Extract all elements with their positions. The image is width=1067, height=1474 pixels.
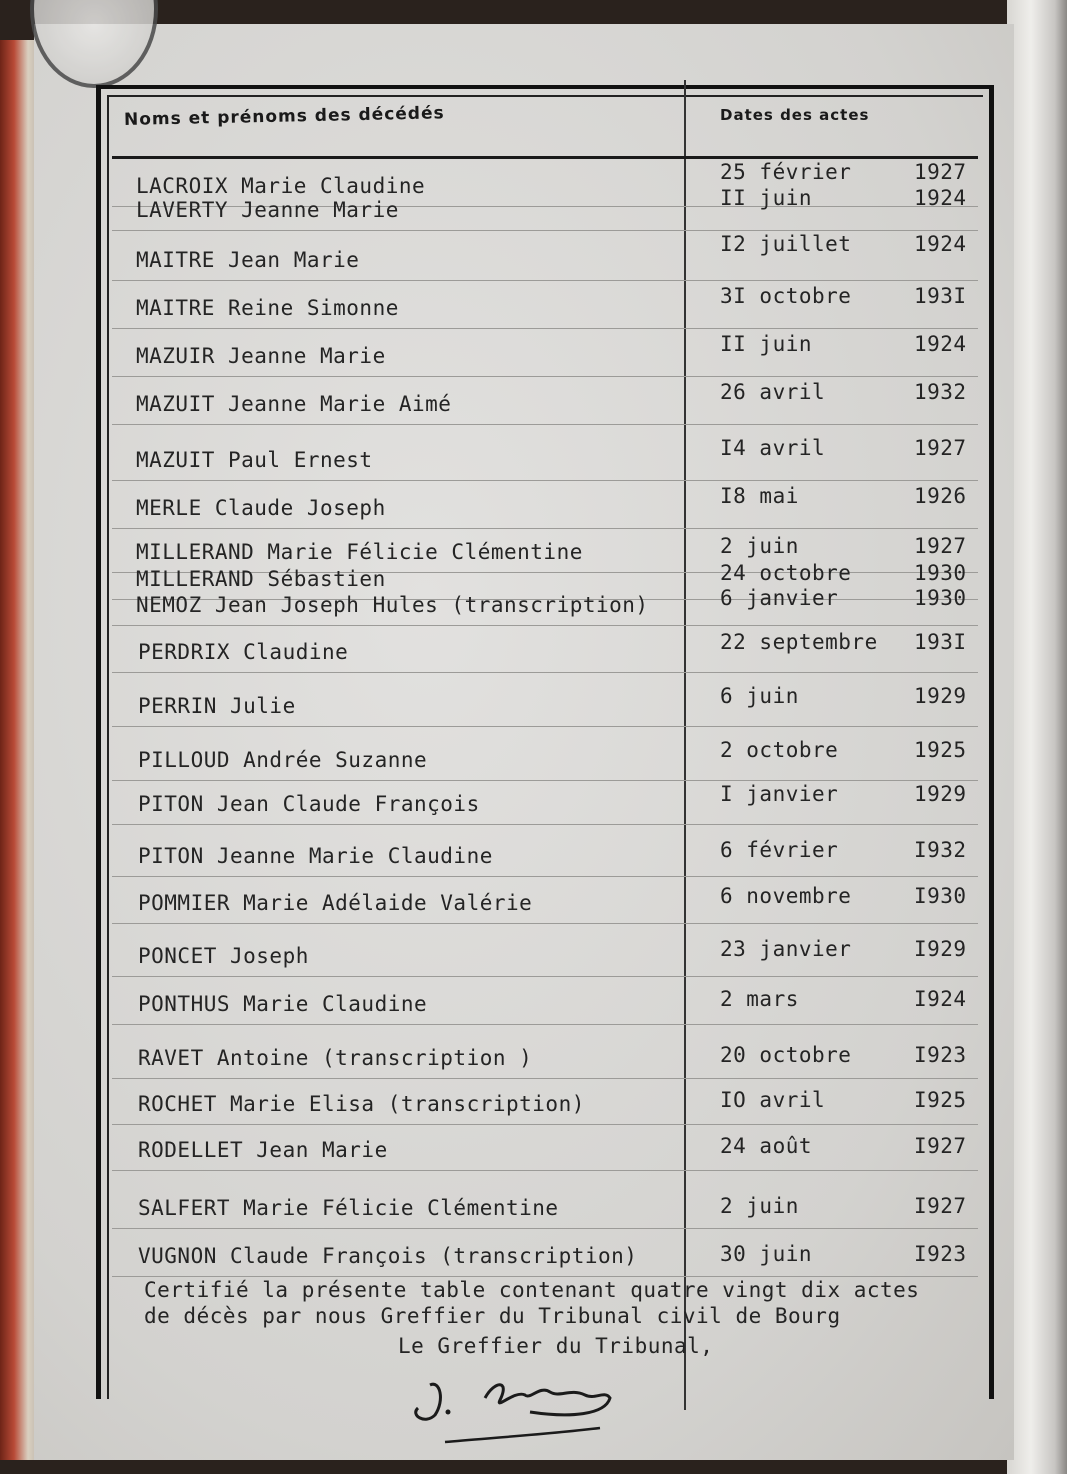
act-day-month: IO avril: [720, 1088, 826, 1112]
row-separator: [112, 230, 978, 231]
row-separator: [112, 480, 978, 481]
deceased-name: POMMIER Marie Adélaide Valérie: [138, 891, 533, 915]
deceased-name: MAZUIR Jeanne Marie: [136, 344, 386, 368]
act-year: 1924: [914, 186, 967, 210]
act-year: I927: [914, 1134, 967, 1158]
deceased-name: MILLERAND Marie Félicie Clémentine: [136, 540, 583, 564]
row-separator: [112, 976, 978, 977]
dates-column-header: Dates des actes: [720, 106, 870, 124]
deceased-name: PONTHUS Marie Claudine: [138, 992, 428, 1016]
act-year: I927: [914, 1194, 967, 1218]
deceased-name: LACROIX Marie Claudine: [136, 174, 426, 198]
header-rule: [112, 156, 978, 159]
act-year: I932: [914, 838, 967, 862]
act-year: 1925: [914, 738, 967, 762]
deceased-name: RAVET Antoine (transcription ): [138, 1046, 533, 1070]
act-day-month: 20 octobre: [720, 1043, 852, 1067]
deceased-name: MERLE Claude Joseph: [136, 496, 386, 520]
act-day-month: 6 novembre: [720, 884, 852, 908]
act-year: 1926: [914, 484, 967, 508]
act-day-month: 22 septembre: [720, 630, 878, 654]
act-year: 1930: [914, 586, 967, 610]
row-separator: [112, 1228, 978, 1229]
row-separator: [112, 280, 978, 281]
act-day-month: 3I octobre: [720, 284, 852, 308]
act-day-month: 23 janvier: [720, 937, 852, 961]
act-day-month: 2 octobre: [720, 738, 839, 762]
act-day-month: 25 février: [720, 160, 852, 184]
deceased-name: PITON Jean Claude François: [138, 792, 480, 816]
row-separator: [112, 1124, 978, 1125]
row-separator: [112, 1024, 978, 1025]
row-separator: [112, 424, 978, 425]
row-separator: [112, 328, 978, 329]
deceased-name: ROCHET Marie Elisa (transcription): [138, 1092, 585, 1116]
act-day-month: I4 avril: [720, 436, 826, 460]
deceased-name: MAITRE Jean Marie: [136, 248, 360, 272]
names-column-header: Noms et prénoms des décédés: [123, 103, 445, 130]
deceased-name: PILLOUD Andrée Suzanne: [138, 748, 428, 772]
row-separator: [112, 1078, 978, 1079]
deceased-name: PITON Jeanne Marie Claudine: [138, 844, 493, 868]
greffier-signature: [400, 1360, 620, 1450]
act-year: I930: [914, 884, 967, 908]
row-separator: [112, 625, 978, 626]
deceased-name: PERDRIX Claudine: [138, 640, 349, 664]
row-separator: [112, 726, 978, 727]
act-year: 1927: [914, 534, 967, 558]
row-separator: [112, 824, 978, 825]
page-stack-edge: [1007, 0, 1067, 1474]
act-year: I925: [914, 1088, 967, 1112]
act-year: I923: [914, 1043, 967, 1067]
deceased-name: MAITRE Reine Simonne: [136, 296, 399, 320]
row-separator: [112, 528, 978, 529]
act-year: I929: [914, 937, 967, 961]
act-day-month: 6 janvier: [720, 586, 839, 610]
act-day-month: I2 juillet: [720, 232, 852, 256]
deceased-name: SALFERT Marie Félicie Clémentine: [138, 1196, 559, 1220]
act-year: 1930: [914, 561, 967, 585]
act-day-month: I janvier: [720, 782, 839, 806]
act-day-month: I8 mai: [720, 484, 799, 508]
certification-line-2: de décès par nous Greffier du Tribunal civil de Bourg: [144, 1304, 841, 1328]
row-separator: [112, 876, 978, 877]
act-day-month: 2 juin: [720, 534, 799, 558]
act-year: 1924: [914, 332, 967, 356]
row-separator: [112, 376, 978, 377]
act-day-month: II juin: [720, 186, 813, 210]
deceased-name: PERRIN Julie: [138, 694, 296, 718]
act-year: 1927: [914, 436, 967, 460]
deceased-name: MAZUIT Paul Ernest: [136, 448, 373, 472]
deceased-name: RODELLET Jean Marie: [138, 1138, 388, 1162]
deceased-name: PONCET Joseph: [138, 944, 309, 968]
act-year: I923: [914, 1242, 967, 1266]
act-year: 1927: [914, 160, 967, 184]
row-separator: [112, 780, 978, 781]
act-day-month: 6 juin: [720, 684, 799, 708]
act-day-month: 26 avril: [720, 380, 826, 404]
row-separator: [112, 1276, 978, 1277]
act-year: 193I: [914, 630, 967, 654]
deceased-name: MILLERAND Sébastien: [136, 567, 386, 591]
act-year: 193I: [914, 284, 967, 308]
act-day-month: 6 février: [720, 838, 839, 862]
act-year: I924: [914, 987, 967, 1011]
row-separator: [112, 1170, 978, 1171]
certification-line-1: Certifié la présente table contenant quatre vingt dix actes: [144, 1278, 920, 1302]
deceased-name: VUGNON Claude François (transcription): [138, 1244, 638, 1268]
act-day-month: 30 juin: [720, 1242, 813, 1266]
deceased-name: MAZUIT Jeanne Marie Aimé: [136, 392, 452, 416]
row-separator: [112, 672, 978, 673]
act-day-month: 24 octobre: [720, 561, 852, 585]
deceased-name: LAVERTY Jeanne Marie: [136, 198, 399, 222]
act-year: 1929: [914, 782, 967, 806]
certification-line-3: Le Greffier du Tribunal,: [398, 1334, 714, 1358]
row-separator: [112, 923, 978, 924]
act-day-month: 24 août: [720, 1134, 813, 1158]
deceased-name: NEMOZ Jean Joseph Hules (transcription): [136, 593, 649, 617]
act-day-month: II juin: [720, 332, 813, 356]
act-year: 1932: [914, 380, 967, 404]
act-year: 1924: [914, 232, 967, 256]
act-day-month: 2 juin: [720, 1194, 799, 1218]
act-year: 1929: [914, 684, 967, 708]
act-day-month: 2 mars: [720, 987, 799, 1011]
